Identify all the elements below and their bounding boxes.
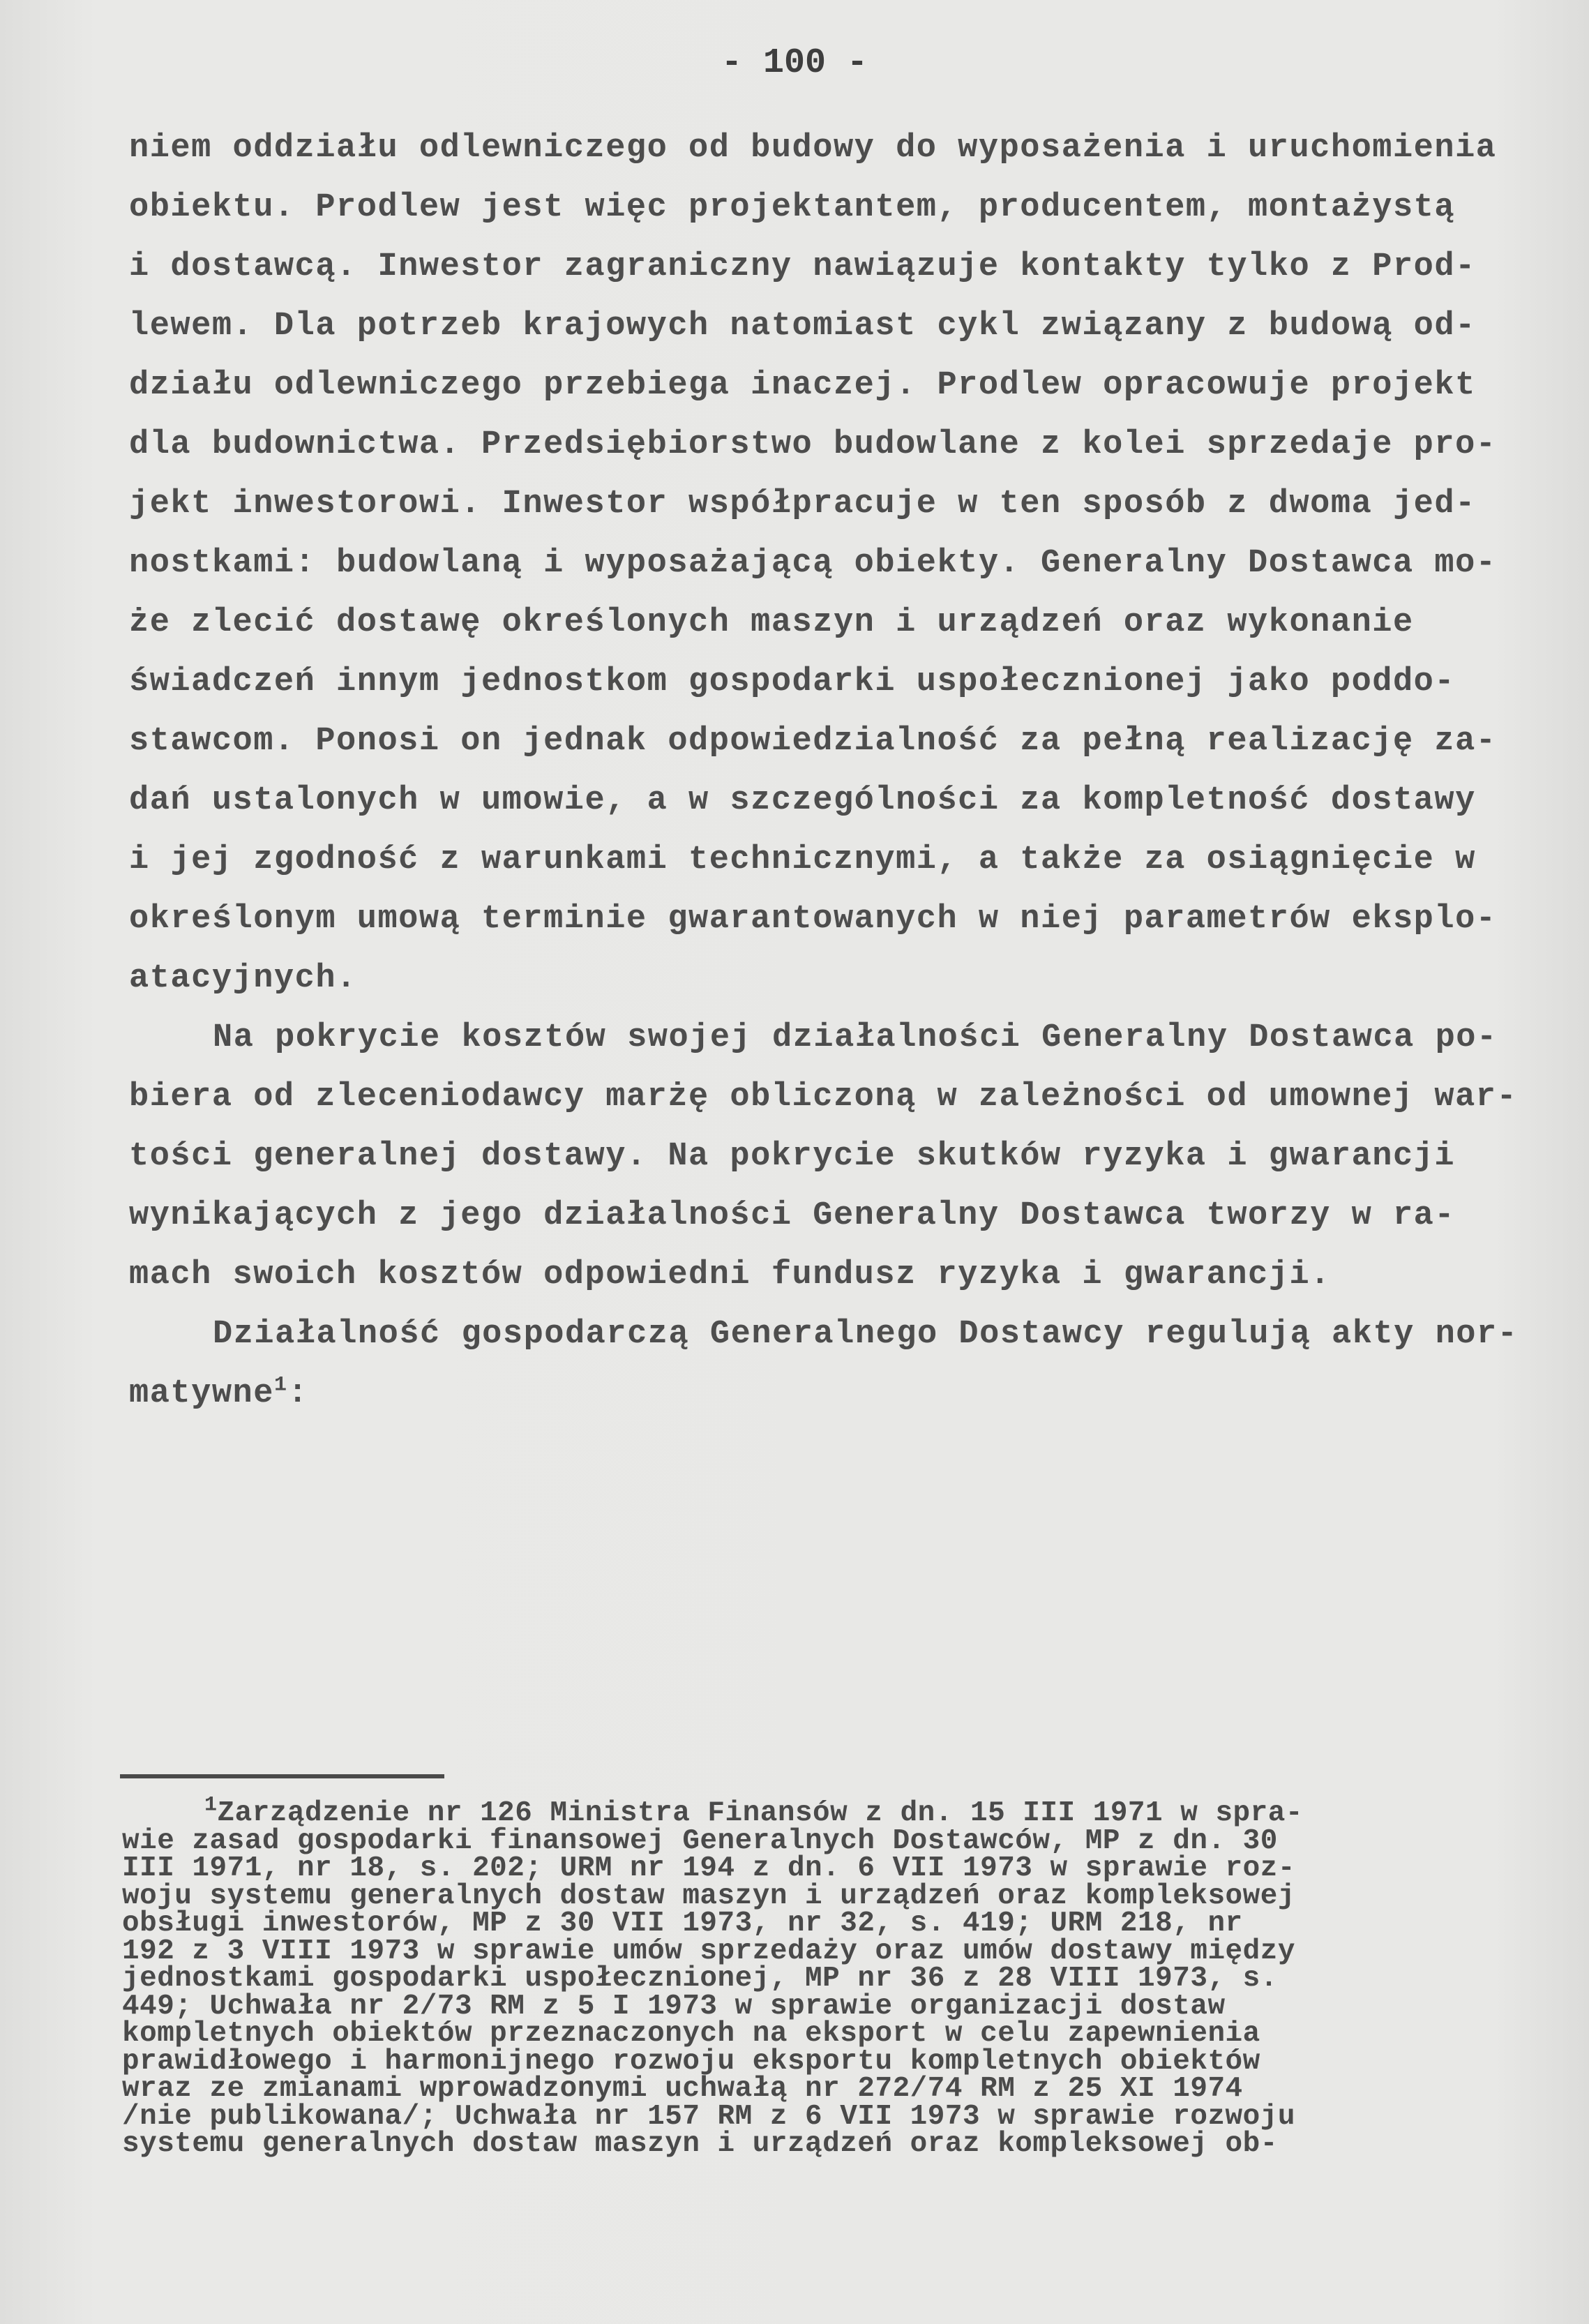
footnote-separator — [120, 1774, 444, 1778]
text-line-last — [129, 1364, 1538, 1423]
text-fragment: matywne — [129, 1375, 274, 1412]
text-line: lewem. Dla potrzeb krajowych natomiast cykl związany z budową od- — [129, 308, 1476, 345]
text-line: atacyjnych. — [129, 960, 357, 997]
page-number: - 100 - — [721, 43, 868, 83]
text-line: dla budownictwa. Przedsiębiorstwo budowlane z kolei sprzedaje pro- — [129, 426, 1497, 463]
text-line: i dostawcą. Inwestor zagraniczny nawiązuje kontakty tylko z Prod- — [129, 248, 1476, 285]
footnote-line: 449; Uchwała nr 2/73 RM z 5 I 1973 w sprawie organizacji dostaw — [122, 1990, 1226, 2023]
footnote-line: III 1971, nr 18, s. 202; URM nr 194 z dn. 6 VII 1973 w sprawie roz- — [122, 1852, 1295, 1884]
footnote-line: 192 z 3 VIII 1973 w sprawie umów sprzedaży oraz umów dostawy między — [122, 1935, 1295, 1967]
body-text — [129, 119, 1538, 1423]
text-line: dań ustalonych w umowie, a w szczególności za kompletność dostawy — [129, 782, 1476, 819]
footnote-line: kompletnych obiektów przeznaczonych na eksport w celu zapewnienia — [122, 2018, 1260, 2050]
footnote-number: 1 — [204, 1793, 218, 1817]
text-line: działu odlewniczego przebiega inaczej. Prodlew opracowuje projekt — [129, 367, 1476, 404]
footnote-line — [122, 1793, 1559, 1829]
text-line: świadczeń innym jednostkom gospodarki uspołecznionej jako poddo- — [129, 664, 1456, 700]
footnote-line: systemu generalnych dostaw maszyn i urządzeń oraz kompleksowej ob- — [122, 2128, 1278, 2160]
text-line: mach swoich kosztów odpowiedni fundusz ryzyka i gwarancji. — [129, 1257, 1331, 1294]
footnote-line: prawidłowego i harmonijnego rozwoju eksportu kompletnych obiektów — [122, 2045, 1260, 2078]
paragraph-start: Działalność gospodarczą Generalnego Dostawcy regulują akty nor- — [213, 1316, 1519, 1353]
footnote-line: wie zasad gospodarki finansowej Generalnych Dostawców, MP z dn. 30 — [122, 1824, 1278, 1857]
text-line: że zlecić dostawę określonych maszyn i urządzeń oraz wykonanie — [129, 604, 1414, 641]
text-line: określonym umową terminie gwarantowanych w niej parametrów eksplo- — [129, 901, 1497, 938]
footnote — [122, 1793, 1559, 2160]
text-line: stawcom. Ponosi on jednak odpowiedzialność za pełną realizację za- — [129, 723, 1497, 760]
footnote-line: wraz ze zmianami wprowadzonymi uchwałą nr 272/74 RM z 25 XI 1974 — [122, 2073, 1243, 2105]
text-line: wynikających z jego działalności Generalny Dostawca tworzy w ra- — [129, 1197, 1456, 1234]
text-line: tości generalnej dostawy. Na pokrycie skutków ryzyka i gwarancji — [129, 1138, 1456, 1175]
text-line: jekt inwestorowi. Inwestor współpracuje w ten sposób z dwoma jed- — [129, 486, 1476, 523]
text-line: nostkami: budowlaną i wyposażającą obiekty. Generalny Dostawca mo- — [129, 545, 1497, 582]
footnote-text: Zarządzenie nr 126 Ministra Finansów z dn. 15 III 1971 w spra- — [217, 1797, 1303, 1829]
footnote-reference[interactable]: 1 — [273, 1373, 288, 1397]
text-line: biera od zleceniodawcy marżę obliczoną w zależności od umownej war- — [129, 1079, 1518, 1116]
text-fragment: : — [287, 1375, 309, 1412]
paragraph-start: Na pokrycie kosztów swojej działalności Generalny Dostawca po- — [213, 1019, 1498, 1056]
footnote-line: woju systemu generalnych dostaw maszyn i urządzeń oraz kompleksowej — [122, 1880, 1295, 1912]
footnote-line: obsługi inwestorów, MP z 30 VII 1973, nr 32, s. 419; URM 218, nr — [122, 1907, 1243, 1940]
text-line: i jej zgodność z warunkami technicznymi, a także za osiągnięcie w — [129, 841, 1476, 878]
text-line: niem oddziału odlewniczego od budowy do wyposażenia i uruchomienia — [129, 130, 1497, 167]
footnote-line: /nie publikowana/; Uchwała nr 157 RM z 6 VII 1973 w sprawie rozwoju — [122, 2100, 1295, 2133]
footnote-line: jednostkami gospodarki uspołecznionej, MP nr 36 z 28 VIII 1973, s. — [122, 1963, 1278, 1995]
text-line: obiektu. Prodlew jest więc projektantem, producentem, montażystą — [129, 189, 1456, 226]
